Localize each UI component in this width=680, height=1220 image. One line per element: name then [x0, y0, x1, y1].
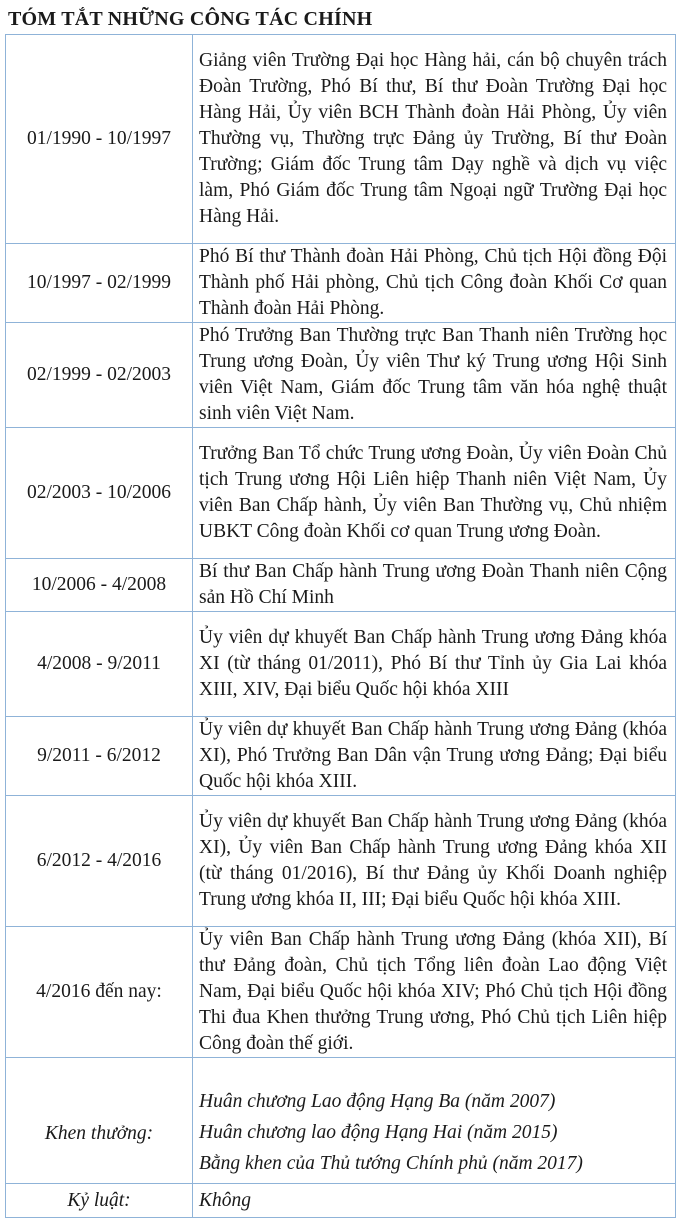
description-cell: Ủy viên Ban Chấp hành Trung ương Đảng (khóa XII), Bí thư Đảng đoàn, Chủ tịch Tổng liên đoàn Lao động Việt Nam, Đại biểu Quốc hội khóa XIV; Phó Chủ tịch Hội đồng Thi đua Khen thưởng Trung ương, Phó Chủ tịch Liên hiệp Công đoàn thế giới. [193, 927, 676, 1058]
discipline-label: Kỷ luật: [6, 1184, 193, 1218]
period-cell: 01/1990 - 10/1997 [6, 35, 193, 244]
description-cell: Giảng viên Trường Đại học Hàng hải, cán bộ chuyên trách Đoàn Trường, Phó Bí thư, Bí thư Đoàn Trường Đại học Hàng Hải, Ủy viên BCH Thành đoàn Hải Phòng, Ủy viên Thường vụ, Thường trực Đảng ủy Trường, Bí thư Đoàn Trường; Giám đốc Trung tâm Dạy nghề và dịch vụ việc làm, Phó Giám đốc Trung tâm Ngoại ngữ Trường Đại học Hàng Hải. [193, 35, 676, 244]
table-row [6, 612, 676, 717]
award-item: Huân chương lao động Hạng Hai (năm 2015) [199, 1122, 558, 1143]
table-row [6, 717, 676, 796]
period-cell: 02/1999 - 02/2003 [6, 323, 193, 428]
discipline-row [6, 1184, 676, 1218]
table-row [6, 796, 676, 927]
description-cell: Ủy viên dự khuyết Ban Chấp hành Trung ương Đảng khóa XI (từ tháng 01/2011), Phó Bí thư Tỉnh ủy Gia Lai khóa XIII, XIV, Đại biểu Quốc hội khóa XIII [193, 612, 676, 717]
table-row [6, 428, 676, 559]
table-row [6, 244, 676, 323]
period-cell: 6/2012 - 4/2016 [6, 796, 193, 927]
page-title: TÓM TẮT NHỮNG CÔNG TÁC CHÍNH [8, 8, 373, 30]
period-cell: 9/2011 - 6/2012 [6, 717, 193, 796]
award-item: Bằng khen của Thủ tướng Chính phủ (năm 2017) [199, 1153, 583, 1174]
period-cell: 10/1997 - 02/1999 [6, 244, 193, 323]
awards-label: Khen thưởng: [6, 1058, 193, 1184]
period-cell: 4/2016 đến nay: [6, 927, 193, 1058]
work-summary-table [5, 34, 676, 1218]
table-row [6, 35, 676, 244]
discipline-value: Không [193, 1184, 676, 1218]
period-cell: 02/2003 - 10/2006 [6, 428, 193, 559]
award-item: Huân chương Lao động Hạng Ba (năm 2007) [199, 1091, 556, 1112]
awards-row [6, 1058, 676, 1184]
table-row [6, 559, 676, 612]
description-cell: Bí thư Ban Chấp hành Trung ương Đoàn Thanh niên Cộng sản Hồ Chí Minh [193, 559, 676, 612]
description-cell: Phó Trưởng Ban Thường trực Ban Thanh niên Trường học Trung ương Đoàn, Ủy viên Thư ký Trung ương Hội Sinh viên Việt Nam, Giám đốc Trung tâm văn hóa nghệ thuật sinh viên Việt Nam. [193, 323, 676, 428]
awards-list [193, 1058, 676, 1184]
table-row [6, 927, 676, 1058]
description-cell: Phó Bí thư Thành đoàn Hải Phòng, Chủ tịch Hội đồng Đội Thành phố Hải phòng, Chủ tịch Công đoàn Khối Cơ quan Thành đoàn Hải Phòng. [193, 244, 676, 323]
description-cell: Ủy viên dự khuyết Ban Chấp hành Trung ương Đảng (khóa XI), Phó Trưởng Ban Dân vận Trung ương Đảng; Đại biểu Quốc hội khóa XIII. [193, 717, 676, 796]
description-cell: Trưởng Ban Tổ chức Trung ương Đoàn, Ủy viên Đoàn Chủ tịch Trung ương Hội Liên hiệp Thanh niên Việt Nam, Ủy viên Ban Chấp hành, Ủy viên Ban Thường vụ, Chủ nhiệm UBKT Công đoàn Khối cơ quan Trung ương Đoàn. [193, 428, 676, 559]
period-cell: 4/2008 - 9/2011 [6, 612, 193, 717]
table-row [6, 323, 676, 428]
description-cell: Ủy viên dự khuyết Ban Chấp hành Trung ương Đảng (khóa XI), Ủy viên Ban Chấp hành Trung ương Đảng khóa XII (từ tháng 01/2016), Bí thư Đảng ủy Khối Doanh nghiệp Trung ương khóa II, III; Đại biểu Quốc hội khóa XIII. [193, 796, 676, 927]
period-cell: 10/2006 - 4/2008 [6, 559, 193, 612]
